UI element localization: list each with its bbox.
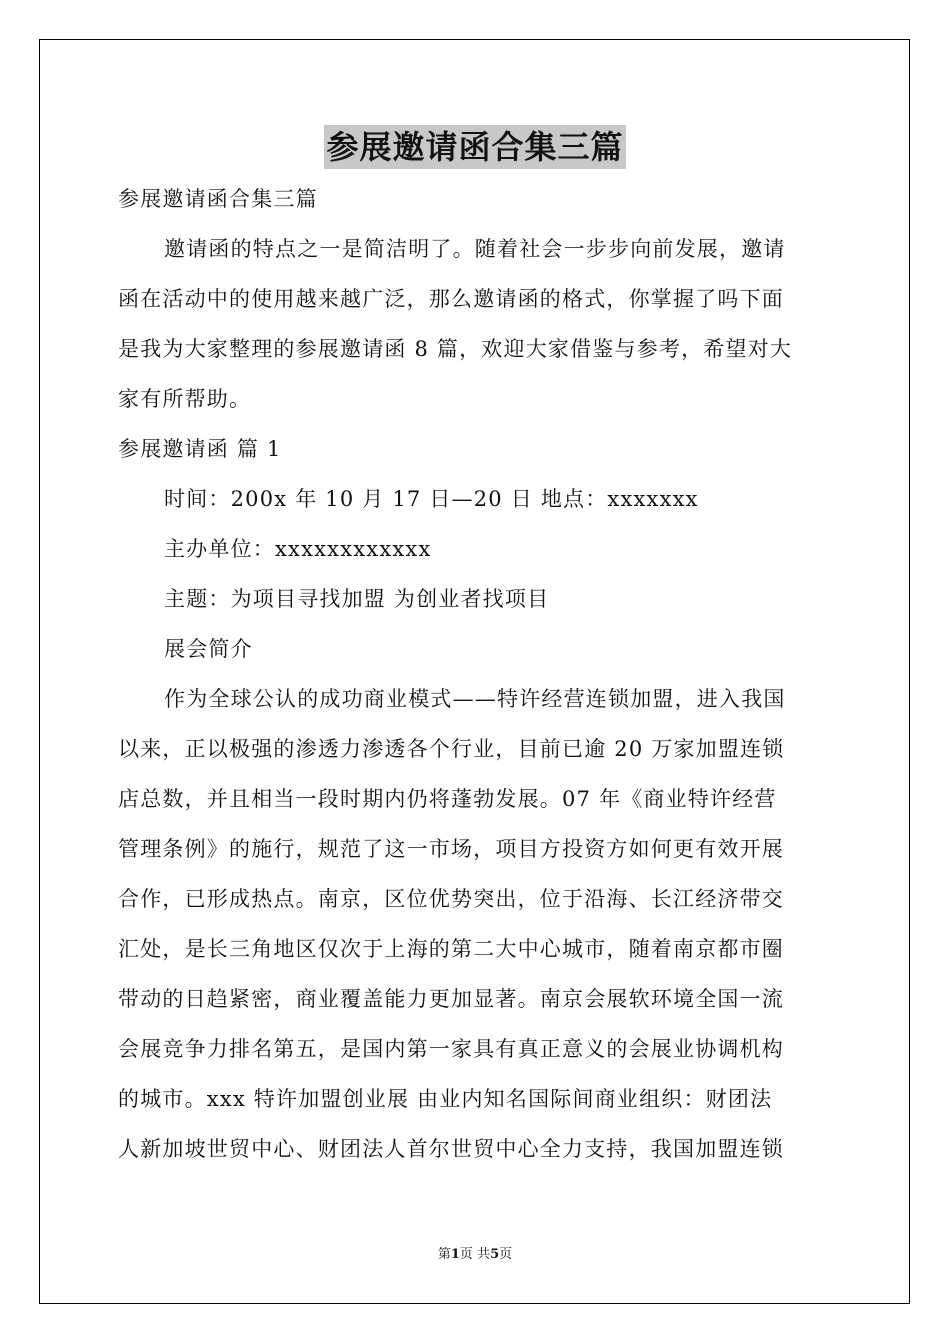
body-line: 人新加坡世贸中心、财团法人首尔世贸中心全力支持，我国加盟连锁	[118, 1137, 784, 1161]
body-line: 邀请函的特点之一是简洁明了。随着社会一步步向前发展，邀请	[164, 237, 786, 261]
body-line: 的城市。xxx 特许加盟创业展 由业内知名国际间商业组织：财团法	[118, 1087, 773, 1111]
body-line: 时间：200x 年 10 月 17 日—20 日 地点：xxxxxxx	[164, 487, 699, 511]
body-line: 汇处，是长三角地区仅次于上海的第二大中心城市，随着南京都市圈	[118, 937, 784, 961]
body-line: 带动的日趋紧密，商业覆盖能力更加显著。南京会展软环境全国一流	[118, 987, 784, 1011]
body-line: 参展邀请函合集三篇	[118, 187, 318, 211]
body-line: 函在活动中的使用越来越广泛，那么邀请函的格式，你掌握了吗下面	[118, 287, 784, 311]
body-line: 是我为大家整理的参展邀请函 8 篇，欢迎大家借鉴与参考，希望对大	[118, 337, 793, 361]
body-line: 合作，已形成热点。南京，区位优势突出，位于沿海、长江经济带交	[118, 887, 784, 911]
footer-suffix: 页	[499, 1247, 513, 1262]
body-line: 会展竞争力排名第五，是国内第一家具有真正意义的会展业协调机构	[118, 1037, 784, 1061]
body-line: 展会简介	[164, 637, 253, 661]
footer-page-number: 1	[450, 1247, 460, 1262]
body-line: 店总数，并且相当一段时期内仍将蓬勃发展。07 年《商业特许经营	[118, 787, 777, 811]
footer-middle: 页 共	[459, 1247, 491, 1262]
body-line: 参展邀请函 篇 1	[118, 437, 282, 461]
page-footer	[0, 1246, 950, 1264]
document-body	[118, 174, 832, 1174]
body-line: 主题：为项目寻找加盟 为创业者找项目	[164, 587, 550, 611]
title-container	[0, 125, 950, 169]
body-line: 家有所帮助。	[118, 387, 252, 411]
body-line: 主办单位：xxxxxxxxxxxx	[164, 537, 432, 561]
body-line: 管理条例》的施行，规范了这一市场，项目方投资方如何更有效开展	[118, 837, 784, 861]
footer-total-pages: 5	[490, 1247, 500, 1262]
body-line: 作为全球公认的成功商业模式——特许经营连锁加盟，进入我国	[164, 687, 786, 711]
body-line: 以来，正以极强的渗透力渗透各个行业，目前已逾 20 万家加盟连锁	[118, 737, 785, 761]
document-title: 参展邀请函合集三篇	[324, 125, 625, 169]
footer-prefix: 第	[437, 1247, 451, 1262]
